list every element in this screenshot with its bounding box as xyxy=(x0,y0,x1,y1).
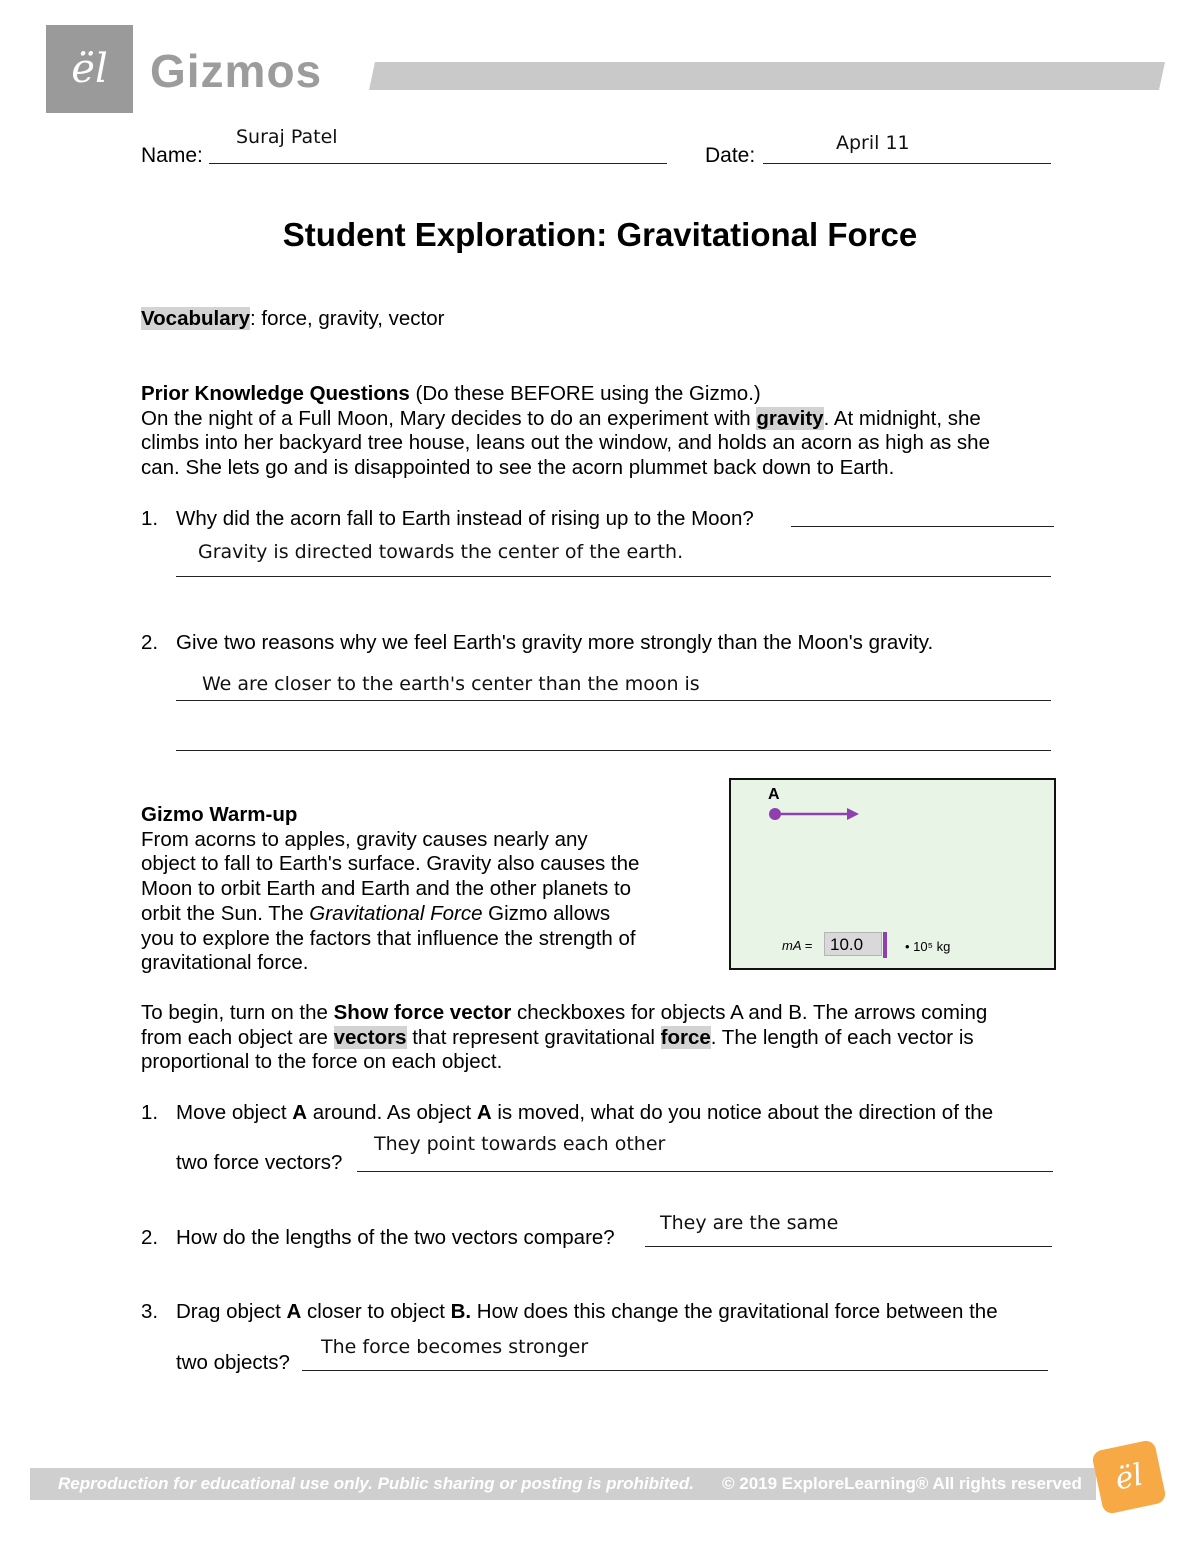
gravity-highlight: gravity xyxy=(756,406,824,430)
prior-paragraph-line-3: can. She lets go and is disappointed to see the acorn plummet back down to Earth. xyxy=(141,456,895,480)
name-label: Name: xyxy=(141,144,203,167)
prior-q2-line-b xyxy=(176,750,1051,751)
prior-q1-answer[interactable]: Gravity is directed towards the center of the earth. xyxy=(198,541,684,563)
vocabulary-line xyxy=(141,307,444,332)
warmup-line-6: gravitational force. xyxy=(141,951,309,975)
warmup-q3-line xyxy=(302,1370,1048,1371)
gizmos-brand: Gizmos xyxy=(150,45,323,97)
prior-q1-line-b xyxy=(176,576,1051,577)
warmup-q2-number: 2. xyxy=(141,1226,159,1249)
page-title: Student Exploration: Gravitational Force xyxy=(282,216,918,253)
header-bar xyxy=(369,62,1165,90)
warmup-heading: Gizmo Warm-up xyxy=(141,803,298,826)
prior-q2-answer[interactable]: We are closer to the earth's center than the moon is xyxy=(202,673,700,695)
vocabulary-label: Vocabulary xyxy=(141,307,250,330)
warmup-q3-answer[interactable]: The force becomes stronger xyxy=(321,1336,589,1358)
object-a-label: A xyxy=(768,786,780,803)
warmup-intro-line-1: To begin, turn on the Show force vector checkboxes for objects A and B. The arrows coming xyxy=(141,1001,988,1024)
prior-heading: Prior Knowledge Questions xyxy=(141,382,410,405)
warmup-q2-line xyxy=(645,1246,1052,1247)
warmup-q3-text: Drag object A closer to object B. How does this change the gravitational force between the xyxy=(176,1300,998,1323)
warmup-q1-answer[interactable]: They point towards each other xyxy=(374,1133,666,1155)
warmup-q1-line xyxy=(357,1171,1053,1172)
force-vector-arrow xyxy=(761,802,871,826)
date-line xyxy=(763,163,1051,164)
mass-input[interactable]: 10.0 xyxy=(824,932,882,956)
force-highlight: force xyxy=(660,1025,711,1049)
footer-logo: ël xyxy=(1091,1439,1167,1515)
warmup-intro-line-3: proportional to the force on each object. xyxy=(141,1050,503,1074)
prior-q1-line-a xyxy=(791,526,1054,527)
prior-q2-text: Give two reasons why we feel Earth's gravity more strongly than the Moon's gravity. xyxy=(176,631,934,654)
vectors-highlight: vectors xyxy=(333,1025,407,1049)
warmup-intro xyxy=(141,1001,1061,1075)
warmup-q1-number: 1. xyxy=(141,1101,159,1124)
mass-slider-handle[interactable] xyxy=(883,932,887,958)
warmup-line-3: Moon to orbit Earth and Earth and the other planets to xyxy=(141,877,632,901)
prior-knowledge-section xyxy=(141,382,1061,481)
warmup-line-2: object to fall to Earth's surface. Gravity also causes the xyxy=(141,852,640,876)
warmup-q2-text: How do the lengths of the two vectors compare? xyxy=(176,1226,615,1249)
warmup-q3-line2: two objects? xyxy=(176,1351,290,1374)
prior-paragraph-line-2: climbs into her backyard tree house, leans out the window, and holds an acorn as high as she xyxy=(141,431,990,455)
prior-q1-text: Why did the acorn fall to Earth instead of rising up to the Moon? xyxy=(176,507,754,530)
footer-disclaimer: Reproduction for educational use only. Public sharing or posting is prohibited. xyxy=(58,1474,694,1493)
mass-unit: • 10⁵ kg xyxy=(905,939,951,954)
name-line xyxy=(209,163,667,164)
prior-heading-note: (Do these BEFORE using the Gizmo.) xyxy=(409,382,761,405)
prior-q1-number: 1. xyxy=(141,507,159,530)
prior-q2-number: 2. xyxy=(141,631,159,654)
warmup-q1-line2: two force vectors? xyxy=(176,1151,343,1174)
date-label: Date: xyxy=(705,144,756,167)
warmup-intro-line-2: from each object are vectors that represent gravitational force. The length of each vector is xyxy=(141,1025,974,1049)
name-field[interactable]: Suraj Patel xyxy=(236,126,338,148)
prior-paragraph-line-1: On the night of a Full Moon, Mary decides to do an experiment with gravity. At midnight, she xyxy=(141,406,981,430)
vocabulary-terms: : force, gravity, vector xyxy=(250,307,445,330)
date-field[interactable]: April 11 xyxy=(836,132,910,154)
footer-copyright: © 2019 ExploreLearning® All rights reserved xyxy=(722,1474,1082,1493)
gizmo-screenshot xyxy=(729,778,1056,970)
warmup-q2-answer[interactable]: They are the same xyxy=(660,1212,839,1234)
warmup-line-5: you to explore the factors that influence the strength of xyxy=(141,926,636,950)
prior-heading-line xyxy=(141,382,1061,407)
warmup-q3-number: 3. xyxy=(141,1300,159,1323)
warmup-section xyxy=(141,803,681,976)
mass-label: mA = xyxy=(782,938,813,953)
warmup-q1-text: Move object A around. As object A is moved, what do you notice about the direction of the xyxy=(176,1101,994,1124)
explorelearning-logo: ël xyxy=(46,25,133,113)
prior-q2-line-a xyxy=(176,700,1051,701)
warmup-line-1: From acorns to apples, gravity causes nearly any xyxy=(141,827,588,851)
warmup-line-4: orbit the Sun. The Gravitational Force Gizmo allows xyxy=(141,901,611,925)
